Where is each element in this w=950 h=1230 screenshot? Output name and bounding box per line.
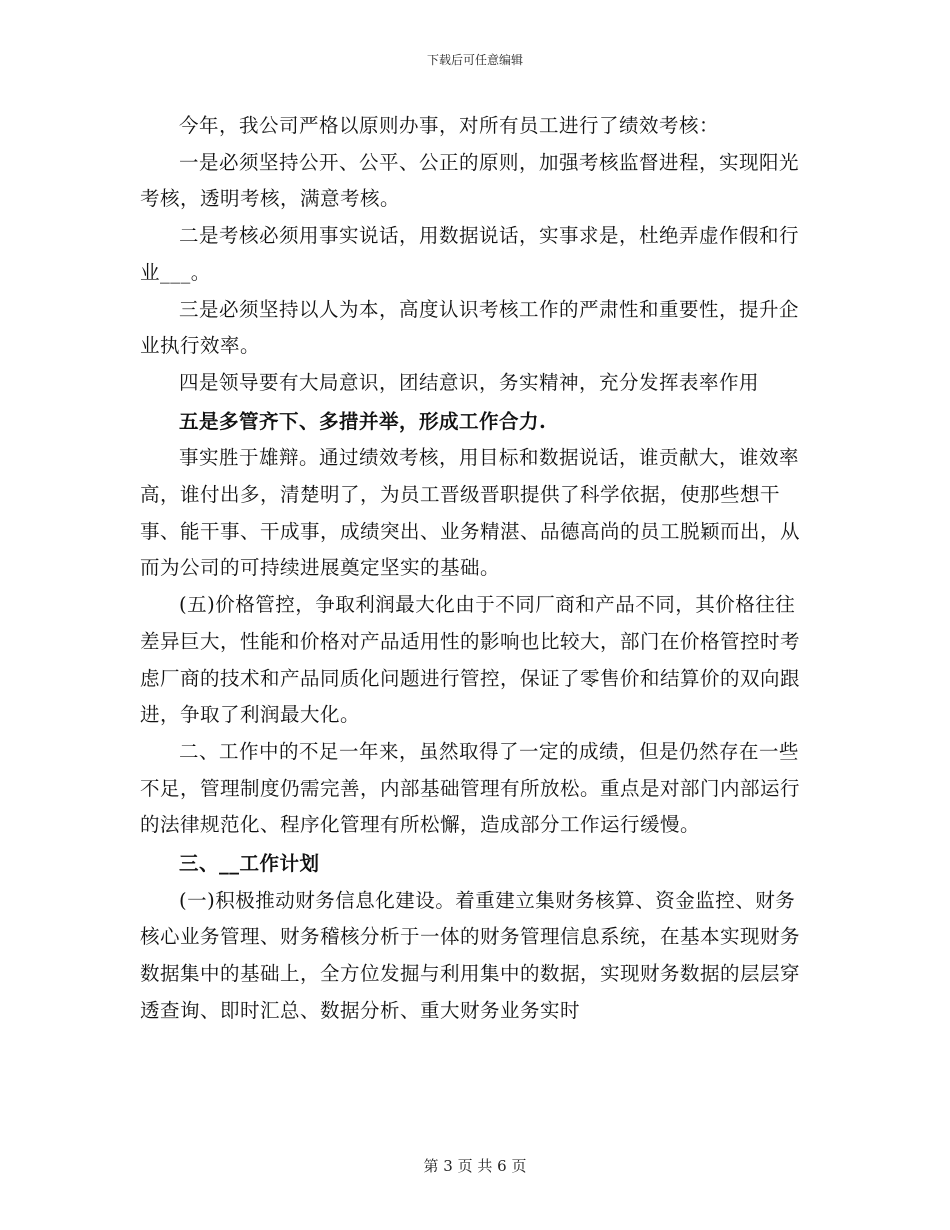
page-number: 第 3 页 共 6 页 (423, 1157, 527, 1175)
document-body (140, 108, 810, 1030)
paragraph-point-4: 四是领导要有大局意识，团结意识，务实精神，充分发挥表率作用 (179, 370, 760, 394)
paragraph-finance-it: (一)积极推动财务信息化建设。着重建立集财务核算、资金监控、财务核心业务管理、财务稽核分析于一体的财务管理信息系统，在基本实现财务数据集中的基础上，全方位发掘与利用集中的数据，实现财务数据的层层穿透查询、即时汇总、数据分析、重大财务业务实时 (140, 888, 801, 1022)
heading-point-5: 五是多管齐下、多措并举，形成工作合力. (179, 409, 547, 433)
paragraph-point-3: 三是必须坚持以人为本，高度认识考核工作的严肃性和重要性，提升企业执行效率。 (140, 297, 800, 358)
paragraph-point-2: 二是考核必须用事实说话，用数据说话，实事求是，杜绝弄虚作假和行业___。 (140, 224, 800, 284)
page-header-note: 下载后可任意编辑 (426, 53, 523, 67)
heading-work-plan: 三、__工作计划 (179, 852, 320, 876)
paragraph-point-1: 一是必须坚持公开、公平、公正的原则，加强考核监督进程，实现阳光考核，透明考核，满意考核。 (140, 150, 800, 211)
paragraph-price-control: (五)价格管控，争取利润最大化由于不同厂商和产品不同，其价格往往差异巨大，性能和价格对产品适用性的影响也比较大，部门在价格管控时考虑厂商的技术和产品同质化问题进行管控，保证了零售价和结算价的双向跟进，争取了利润最大化。 (140, 593, 801, 727)
paragraph-facts: 事实胜于雄辩。通过绩效考核，用目标和数据说话，谁贡献大，谁效率高，谁付出多，清楚明了，为员工晋级晋职提供了科学依据，使那些想干事、能干事、干成事，成绩突出、业务精湛、品德高尚的员工脱颖而出，从而为公司的可持续进展奠定坚实的基础。 (140, 446, 801, 580)
paragraph-intro: 今年，我公司严格以原则办事，对所有员工进行了绩效考核： (179, 114, 720, 137)
paragraph-shortcomings: 二、工作中的不足一年来，虽然取得了一定的成绩，但是仍然存在一些不足，管理制度仍需完善，内部基础管理有所放松。重点是对部门内部运行的法律规范化、程序化管理有所松懈，造成部分工作运行缓慢。 (140, 739, 801, 837)
